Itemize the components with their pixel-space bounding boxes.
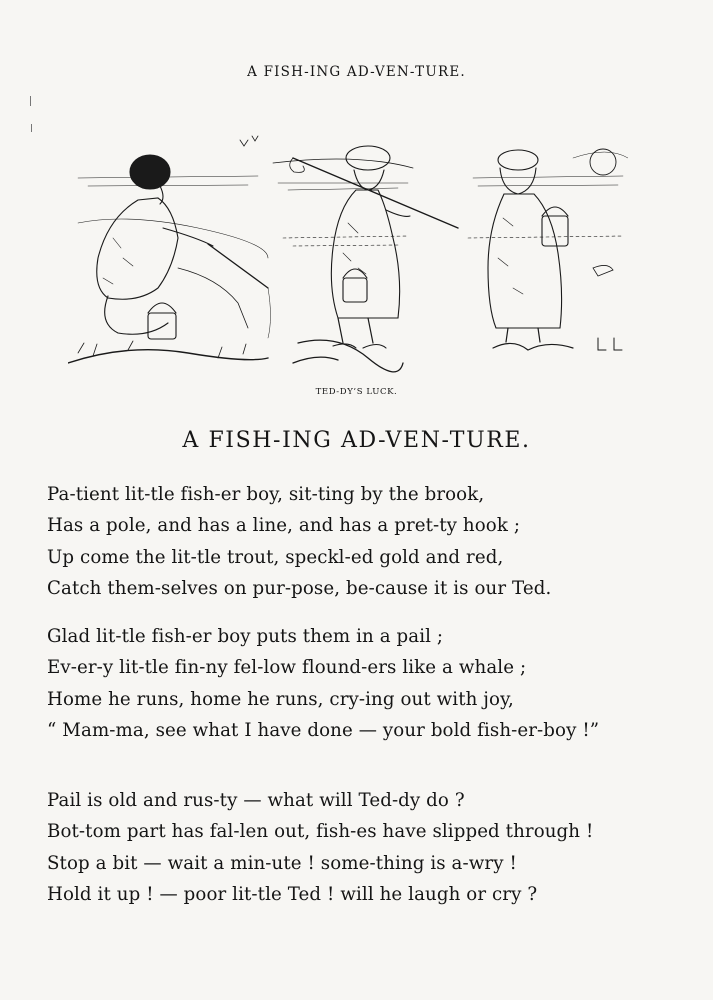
poem-line: Ev-er-y lit-tle fin-ny fel-low flound-ers like a whale ; <box>47 657 527 679</box>
margin-mark <box>31 124 32 132</box>
panel-boy-fishing <box>68 136 271 363</box>
panel-boy-walking <box>273 146 458 372</box>
poem-title: A FISH-ING AD-VEN-TURE. <box>182 428 531 453</box>
running-head: A FISH-ING AD-VEN-TURE. <box>247 64 466 80</box>
poem-line: Catch them-selves on pur-pose, be-cause it is our Ted. <box>47 577 552 599</box>
margin-mark <box>30 96 31 106</box>
illustration-teddys-luck <box>68 128 628 373</box>
illustration-caption: TED-DY’S LUCK. <box>315 387 398 397</box>
poem-line: Stop a bit — wait a min-ute ! some-thing is a-wry ! <box>47 852 517 874</box>
poem-line: “ Mam-ma, see what I have done — your bold fish-er-boy !” <box>47 719 600 741</box>
stanza-1 <box>47 479 687 604</box>
poem-line: Pail is old and rus-ty — what will Ted-dy do ? <box>47 790 465 811</box>
poem-line: Home he runs, home he runs, cry-ing out with joy, <box>47 688 514 710</box>
poem-line: Hold it up ! — poor lit-tle Ted ! will he laugh or cry ? <box>47 883 538 905</box>
panel-boy-with-pail <box>468 149 628 350</box>
poem-line: Up come the lit-tle trout, speckl-ed gold and red, <box>47 546 504 568</box>
poem-line: Glad lit-tle fish-er boy puts them in a pail ; <box>47 626 444 647</box>
stanza-3 <box>47 785 687 910</box>
poem-line: Has a pole, and has a line, and has a pret-ty hook ; <box>47 515 521 537</box>
stanza-2 <box>47 621 687 746</box>
poem-line: Pa-tient lit-tle fish-er boy, sit-ting by the brook, <box>47 484 485 505</box>
poem-line: Bot-tom part has fal-len out, fish-es have slipped through ! <box>47 821 594 843</box>
